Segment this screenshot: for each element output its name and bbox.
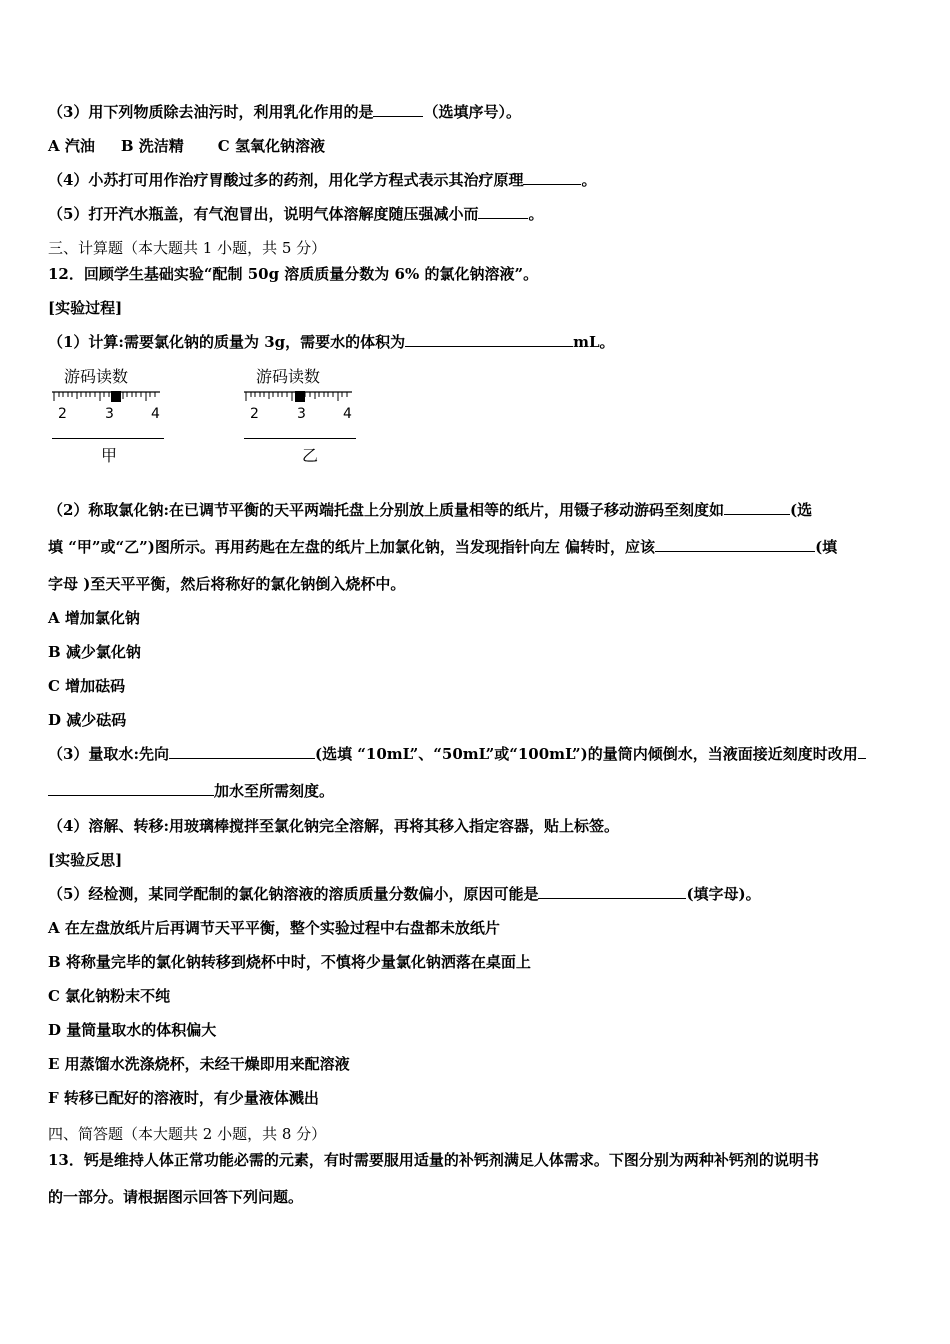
q11-part5 [48, 204, 543, 224]
rider-reading-figure-jia [50, 364, 170, 464]
rider-reading-figure-yi [242, 364, 362, 464]
process-heading: [实验过程] [48, 299, 123, 317]
q12-part5-suffix: (填字母)。 [686, 885, 761, 903]
q12-intro: 12．回顾学生基础实验“配制 50g 溶质质量分数为 6% 的氯化钠溶液”。 [48, 265, 539, 283]
q11-part4 [48, 170, 596, 190]
tick-label: 2 [58, 406, 67, 422]
q11-part3-text: （3）用下列物质除去油污时，利用乳化作用的是 [48, 103, 374, 121]
q12-part2-text: 填 “甲”或“乙”)图所示。再用药匙在左盘的纸片上加氯化钠，当发现指针向左 偏转时，应该 [48, 538, 656, 556]
option-b: B 减少氯化钠 [48, 643, 141, 661]
option-c: C 氢氧化钠溶液 [217, 137, 325, 155]
tick-label: 4 [151, 406, 160, 422]
reflection-heading: [实验反思] [48, 851, 123, 869]
q11-options [48, 136, 325, 156]
q12-part2-line3: 字母 )至天平平衡，然后将称好的氯化钠倒入烧杯中。 [48, 575, 406, 593]
q11-part3 [48, 102, 521, 122]
figure-caption: 甲 [101, 446, 118, 465]
tick-label: 3 [105, 406, 114, 422]
q12-part4: （4）溶解、转移:用玻璃棒搅拌至氯化钠完全溶解，再将其移入指定容器，贴上标签。 [48, 817, 619, 835]
tick-label: 4 [343, 406, 352, 422]
answer-blank[interactable] [478, 205, 528, 219]
tick-label: 3 [297, 406, 306, 422]
option-c: C 增加砝码 [48, 677, 126, 695]
answer-blank-start[interactable] [858, 745, 866, 759]
q11-part4-text: （4）小苏打可用作治疗胃酸过多的药剂，用化学方程式表示其治疗原理 [48, 171, 524, 189]
answer-blank[interactable] [373, 103, 423, 117]
option-d: D 量筒量取水的体积偏大 [48, 1021, 217, 1039]
option-e: E 用蒸馏水洗涤烧杯，未经干燥即用来配溶液 [48, 1055, 350, 1073]
q12-part2-suffix: (填 [815, 538, 838, 556]
figure-title: 游码读数 [256, 367, 321, 386]
q12-part3-line2 [48, 781, 334, 801]
option-c: C 氯化钠粉末不纯 [48, 987, 171, 1005]
option-a: A 在左盘放纸片后再调节天平平衡，整个实验过程中右盘都未放纸片 [48, 919, 500, 937]
q12-part2-suffix: (选 [789, 501, 813, 519]
q12-part2-line2 [48, 537, 837, 557]
option-b: B 将称量完毕的氯化钠转移到烧杯中时，不慎将少量氯化钠洒落在桌面上 [48, 953, 531, 971]
tick-label: 2 [250, 406, 259, 422]
q11-part5-suffix: 。 [528, 205, 544, 223]
option-a: A 增加氯化钠 [48, 609, 140, 627]
baseline [244, 438, 356, 439]
answer-blank[interactable] [405, 333, 573, 347]
q12-part5 [48, 884, 761, 904]
answer-blank[interactable] [538, 885, 686, 899]
answer-blank[interactable] [724, 501, 790, 515]
q12-part5-text: （5）经检测，某同学配制的氯化钠溶液的溶质质量分数偏小，原因可能是 [48, 885, 539, 903]
figure-caption: 乙 [302, 446, 319, 465]
q12-part3-line1 [48, 744, 866, 764]
q12-part3-text-mid: (选填 “10mL”、“50mL”或“100mL”)的量筒内倾倒水，当液面接近刻度时改用 [314, 745, 858, 763]
q12-part2-text: （2）称取氯化钠:在已调节平衡的天平两端托盘上分别放上质量相等的纸片，用镊子移动游码至刻度如 [48, 501, 724, 519]
q12-part1 [48, 332, 615, 352]
q11-part4-suffix: 。 [581, 171, 597, 189]
answer-blank[interactable] [48, 782, 214, 796]
q13-line2: 的一部分。请根据图示回答下列问题。 [48, 1188, 304, 1206]
answer-blank[interactable] [655, 538, 815, 552]
baseline [52, 438, 164, 439]
rider-marker [111, 391, 121, 402]
option-f: F 转移已配好的溶液时，有少量液体溅出 [48, 1089, 319, 1107]
q13-line1: 13．钙是维持人体正常功能必需的元素，有时需要服用适量的补钙剂满足人体需求。下图分别为两种补钙剂的说明书 [48, 1151, 819, 1169]
q12-part3-suffix: 加水至所需刻度。 [214, 782, 335, 800]
rider-marker [295, 391, 305, 402]
option-b: B 洗洁精 [120, 137, 184, 155]
option-d: D 减少砝码 [48, 711, 127, 729]
q12-part2-line1 [48, 500, 812, 520]
q11-part3-suffix: （选填序号）。 [423, 103, 521, 121]
option-a: A 汽油 [48, 137, 95, 155]
figure-title: 游码读数 [64, 367, 129, 386]
section-heading-4: 四、简答题（本大题共 2 小题，共 8 分） [48, 1125, 327, 1143]
q12-part1-text: （1）计算:需要氯化钠的质量为 3g，需要水的体积为 [48, 333, 406, 351]
answer-blank[interactable] [523, 171, 581, 185]
answer-blank[interactable] [169, 745, 315, 759]
q11-part5-text: （5）打开汽水瓶盖，有气泡冒出，说明气体溶解度随压强减小而 [48, 205, 479, 223]
q12-part3-text: （3）量取水:先向 [48, 745, 169, 763]
q12-part1-unit: mL。 [573, 333, 615, 351]
section-heading-3: 三、计算题（本大题共 1 小题，共 5 分） [48, 239, 327, 257]
